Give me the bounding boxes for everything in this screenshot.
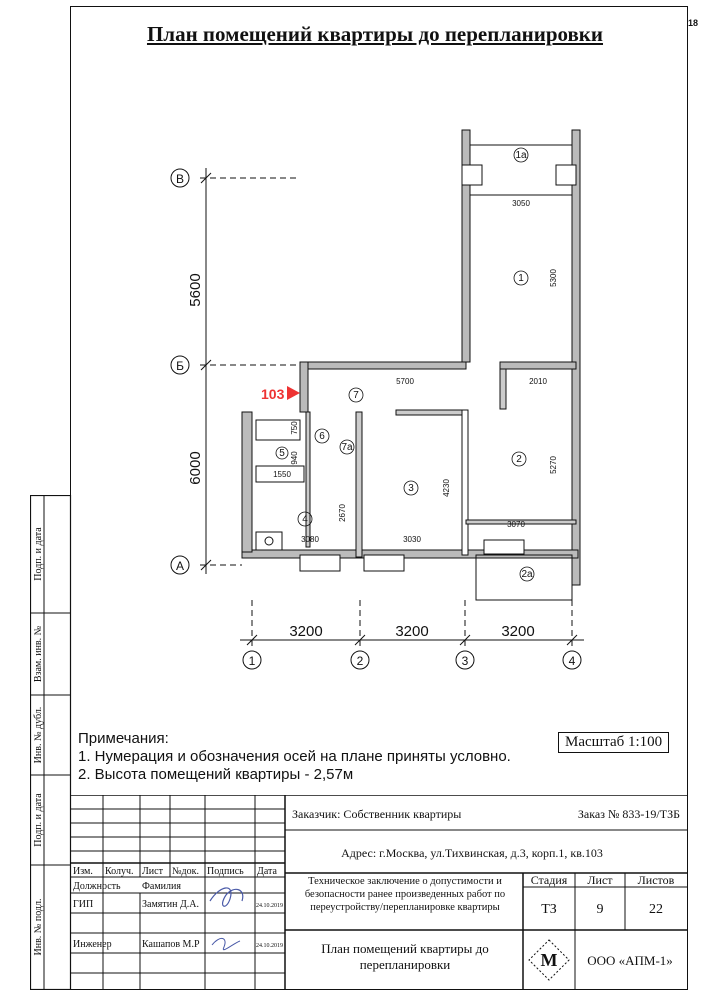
name-header: Фамилия (142, 881, 181, 892)
company-name: ООО «АПМ-1» (587, 953, 673, 968)
dim-940: 940 (290, 451, 299, 465)
axis-label-1: 1 (248, 654, 256, 668)
dim-750: 750 (290, 421, 299, 435)
apartment-marker-icon (287, 386, 300, 400)
customer-text: Заказчик: Собственник квартиры (292, 807, 462, 821)
dim-3080: 3080 (301, 535, 319, 544)
dim-3030: 3030 (403, 535, 421, 544)
position-gip: ГИП (73, 899, 94, 910)
page-title: План помещений квартиры до перепланировки (146, 22, 604, 46)
dim-5270: 5270 (549, 456, 558, 474)
side-label-4: Подп. и дата (33, 793, 44, 847)
col-header-koluch: Колуч. (105, 866, 134, 877)
sheet-value: 9 (596, 902, 604, 917)
signature-gip (210, 888, 243, 906)
side-label-1: Подп. и дата (33, 527, 44, 581)
col-header-ndok: №док. (172, 866, 199, 877)
name-engineer: Кашапов М.Р (142, 939, 200, 950)
horizontal-dim-3: 3200 (501, 623, 535, 640)
dim-2670: 2670 (338, 504, 347, 522)
dim-2010: 2010 (529, 377, 547, 386)
axis-label-2: 2 (356, 654, 364, 668)
title-block (70, 795, 688, 990)
room-label-2: 2 (516, 454, 522, 465)
apartment-marker-label: 103 (261, 386, 285, 402)
drawing-title-box (288, 933, 522, 988)
dim-1550: 1550 (273, 470, 291, 479)
room-label-5: 5 (279, 448, 285, 459)
position-header: Должность (73, 881, 121, 892)
address-text: Адрес: г.Москва, ул.Тихвинская, д.3, корп.1, кв.103 (341, 846, 603, 860)
notes-heading: Примечания: (78, 730, 169, 747)
sheet-header: Лист (587, 873, 613, 887)
sheets-header: Листов (637, 873, 675, 887)
room-label-4: 4 (302, 514, 308, 525)
room-label-3: 3 (408, 483, 414, 494)
dim-5700: 5700 (396, 377, 414, 386)
drawing-title: План помещений квартиры до перепланировки (321, 941, 489, 972)
side-strip (30, 495, 72, 990)
note-item-1: 1. Нумерация и обозначения осей на плане приняты условно. (78, 748, 511, 765)
sheets-value: 22 (649, 902, 663, 917)
signature-engineer (212, 938, 240, 949)
room-label-6: 6 (319, 431, 325, 442)
date-engineer: 24.10.2019 (256, 943, 283, 949)
doc-title: Техническое заключение о допустимости и безопасности ранее произведенных работ по переустройству/перепланировке квартиры (304, 876, 506, 913)
side-label-2: Взам. инв. № (33, 625, 44, 683)
axis-label-3: 3 (461, 654, 469, 668)
notes (78, 730, 511, 784)
axis-label-v: В (175, 172, 185, 186)
company-logo (529, 940, 569, 980)
axis-label-4: 4 (568, 654, 576, 668)
horizontal-dim-1: 3200 (289, 623, 323, 640)
stage-value: ТЗ (541, 902, 557, 917)
page-number: 18 (687, 18, 698, 28)
axis-label-a: А (175, 559, 185, 573)
side-label-3: Инв. № дубл. (33, 706, 44, 764)
order-text: Заказ № 833-19/ТЗБ (577, 807, 680, 821)
vertical-dim-upper: 5600 (187, 273, 204, 307)
side-label-5: Инв. № подл. (33, 898, 44, 956)
dim-5300: 5300 (549, 269, 558, 287)
scale-box: Масштаб 1:100 (558, 732, 669, 753)
dim-3070: 3070 (507, 520, 525, 529)
room-label-1a: 1а (515, 150, 527, 161)
vertical-dim-lower: 6000 (187, 451, 204, 485)
room-label-7a: 7а (341, 442, 353, 453)
dim-4230: 4230 (442, 479, 451, 497)
col-header-data: Дата (257, 866, 277, 877)
date-gip: 24.10.2019 (256, 903, 283, 909)
room-label-7: 7 (353, 390, 359, 401)
horizontal-dim-2: 3200 (395, 623, 429, 640)
svg-text:М: М (540, 950, 558, 970)
axis-label-b: Б (176, 359, 184, 373)
col-header-podpis: Подпись (207, 866, 244, 877)
room-label-1: 1 (518, 273, 524, 284)
stage-header: Стадия (530, 873, 568, 887)
col-header-list: Лист (142, 866, 163, 877)
note-item-2: 2. Высота помещений квартиры - 2,57м (78, 766, 354, 783)
doc-title-box (288, 875, 522, 929)
room-label-2a: 2а (521, 569, 533, 580)
position-engineer: Инженер (73, 939, 112, 950)
col-header-izm: Изм. (73, 866, 93, 877)
dim-3050: 3050 (512, 199, 530, 208)
name-gip: Замятин Д.А. (142, 899, 199, 910)
